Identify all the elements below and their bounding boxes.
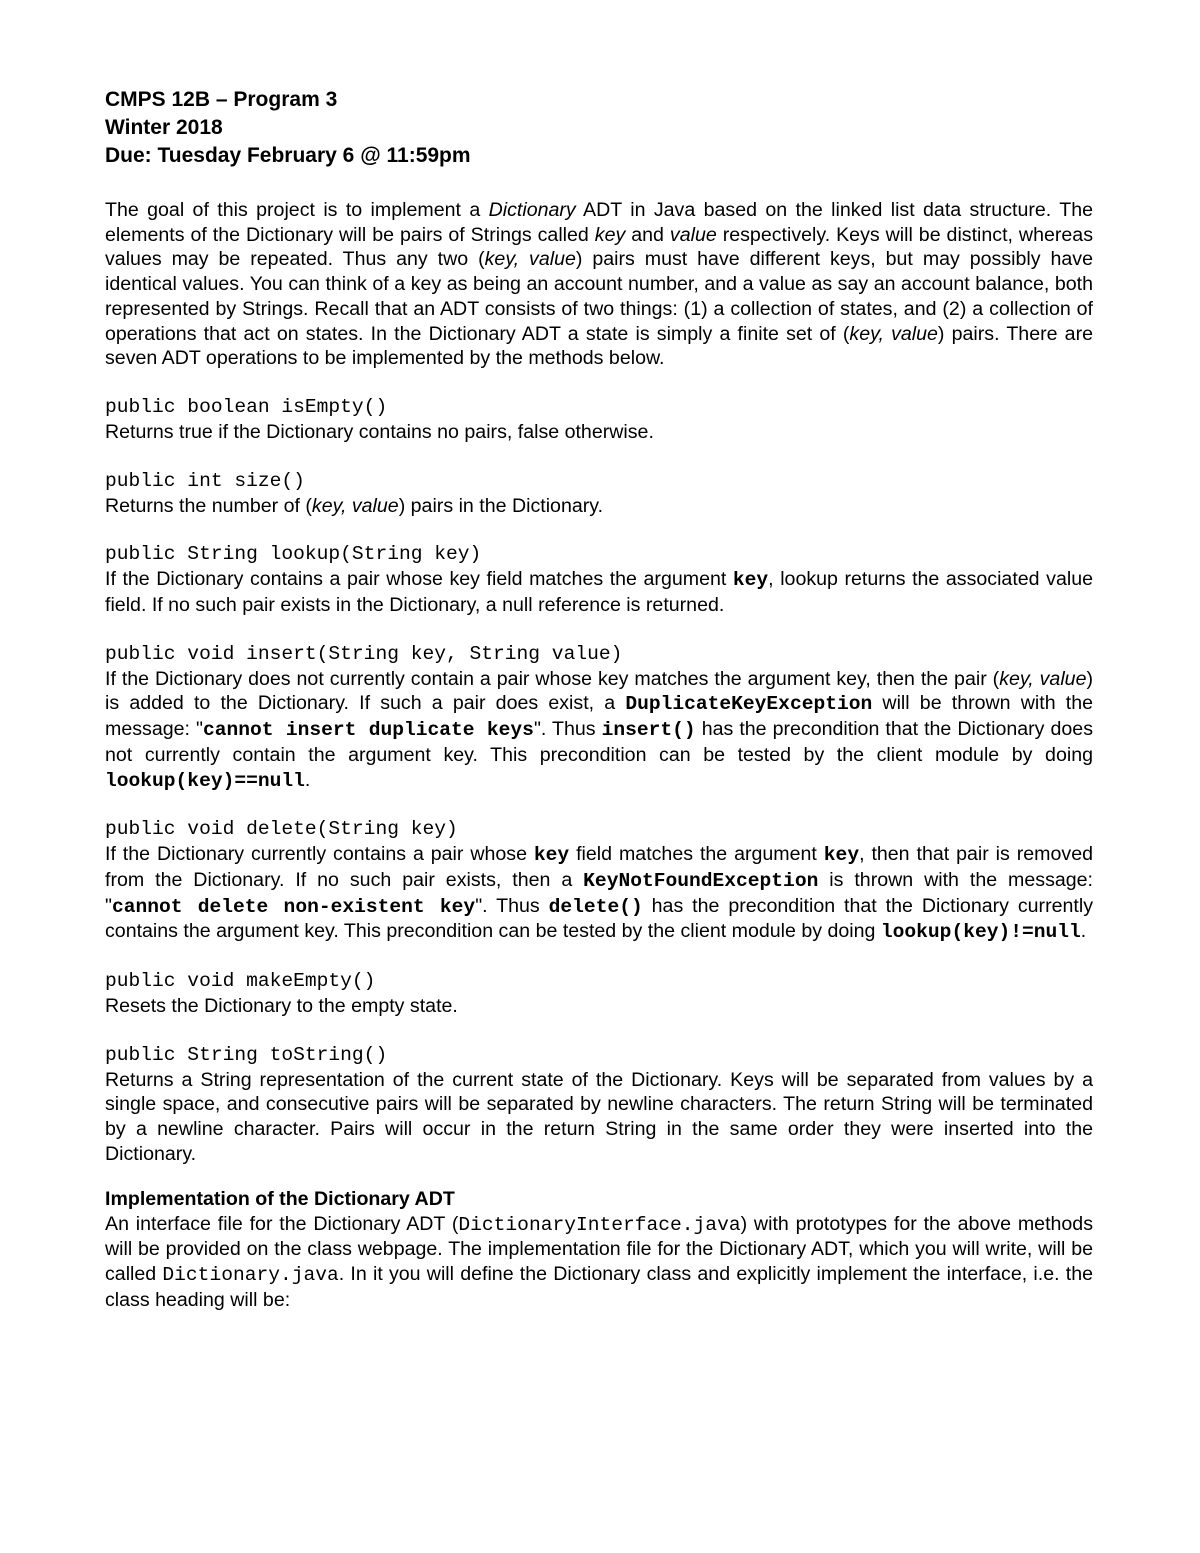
- intro-italic: Dictionary: [488, 199, 576, 221]
- method-signature-lookup: public String lookup(String key): [105, 543, 482, 566]
- intro-text: ) pairs must have different keys, but may possibly have identical values. You can think of a key as being an account number, and a value as say an account balance, both represented by Strings. Recall that an ADT consists of two things: (1) a collection of states, and (2) a collection of operations that act on states. In the Dictionary ADT a state is simply a finite set of (: [105, 248, 1093, 345]
- desc-text: Returns the number of (: [105, 494, 312, 517]
- method-description-lookup: [105, 567, 1093, 617]
- code-snippet: delete(): [548, 895, 643, 918]
- code-snippet: insert(): [601, 719, 696, 742]
- code-snippet: cannot delete non-existent key: [111, 895, 476, 918]
- intro-text: The goal of this project is to implement a: [105, 199, 489, 221]
- desc-text: .: [304, 768, 311, 791]
- code-snippet: DuplicateKeyException: [625, 693, 873, 716]
- desc-text: ) pairs in the Dictionary.: [398, 494, 604, 517]
- code-snippet: key: [823, 844, 860, 867]
- code-snippet: lookup(key)!=null: [880, 921, 1081, 944]
- term: Winter 2018: [105, 116, 223, 139]
- intro-italic: value: [669, 223, 717, 246]
- document-page: [105, 86, 1093, 1312]
- method-signature-size: public int size(): [105, 469, 305, 492]
- code-snippet: DictionaryInterface.java: [458, 1213, 741, 1236]
- method-description-insert: [105, 667, 1093, 794]
- desc-text: is thrown with the message: ": [105, 868, 1094, 917]
- method-description-delete: [105, 842, 1093, 945]
- desc-text: If the Dictionary contains a pair whose key field matches the argument: [105, 568, 733, 591]
- intro-text: respectively. Keys will be distinct, whereas values may be repeated. Thus any two (: [105, 223, 1093, 271]
- desc-text: has the precondition that the Dictionary does not currently contain the argument key. This precondition can be tested by the client module by doing: [105, 718, 1093, 766]
- code-snippet: cannot insert duplicate keys: [202, 719, 534, 742]
- intro-text: ADT in Java based on the linked list data structure. The elements of the Dictionary will be pairs of Strings called: [105, 199, 1093, 246]
- impl-text: ) with prototypes for the above methods will be provided on the class webpage. The implementation file for the Dictionary ADT, which you will write, will be called: [105, 1212, 1093, 1285]
- desc-text: will be thrown with the message: ": [105, 692, 1093, 741]
- desc-italic: key, value: [999, 667, 1087, 690]
- desc-text: field matches the argument: [569, 843, 824, 866]
- desc-text: ". Thus: [475, 894, 549, 917]
- intro-paragraph: [105, 198, 1093, 371]
- impl-text: . In it you will define the Dictionary class and explicitly implement the interface, i.e. the class heading will be:: [105, 1262, 1093, 1311]
- course-title: CMPS 12B – Program 3: [105, 88, 338, 111]
- impl-text: An interface file for the Dictionary ADT (: [105, 1212, 459, 1235]
- desc-text: If the Dictionary does not currently contain a pair whose key matches the argument key, then the pair (: [105, 667, 1000, 690]
- method-signature-delete: public void delete(String key): [105, 818, 458, 841]
- desc-text: , then that pair is removed from the Dictionary. If no such pair exists, then a: [105, 843, 1093, 891]
- method-signature-insert: public void insert(String key, String value): [105, 642, 623, 665]
- due-date: Due: Tuesday February 6 @ 11:59pm: [105, 144, 471, 167]
- method-description-size: [105, 494, 1093, 519]
- code-snippet: KeyNotFoundException: [583, 869, 819, 892]
- intro-text: and: [625, 223, 670, 246]
- desc-text: has the precondition that the Dictionary currently contains the argument key. This precondition can be tested by the client module by doing: [105, 894, 1093, 943]
- desc-text: ". Thus: [533, 718, 602, 741]
- desc-italic: key, value: [311, 494, 399, 517]
- implementation-paragraph: [105, 1212, 1093, 1313]
- section-heading-implementation: Implementation of the Dictionary ADT: [105, 1187, 455, 1210]
- desc-text: If the Dictionary currently contains a pair whose: [105, 843, 534, 866]
- code-snippet: key: [533, 844, 570, 867]
- desc-text: , lookup returns the associated value field. If no such pair exists in the Dictionary, a null reference is returned.: [105, 568, 1093, 617]
- method-description-isempty: Returns true if the Dictionary contains no pairs, false otherwise.: [105, 420, 654, 443]
- code-snippet: Dictionary.java: [162, 1263, 339, 1286]
- method-signature-isempty: public boolean isEmpty(): [105, 395, 388, 418]
- code-snippet: lookup(key)==null: [105, 769, 305, 792]
- desc-text: ) is added to the Dictionary. If such a pair does exist, a: [105, 667, 1094, 715]
- method-signature-makeempty: public void makeEmpty(): [105, 970, 376, 993]
- intro-italic: key, value: [849, 322, 938, 345]
- intro-italic: key, value: [484, 248, 576, 271]
- code-snippet: key: [732, 569, 769, 592]
- method-description-makeempty: Resets the Dictionary to the empty state.: [105, 995, 458, 1018]
- desc-text: .: [1080, 920, 1087, 943]
- intro-italic: key: [594, 223, 626, 246]
- intro-text: ) pairs. There are seven ADT operations to be implemented by the methods below.: [105, 322, 1094, 370]
- method-signature-tostring: public String toString(): [105, 1043, 388, 1066]
- method-description-tostring: Returns a String representation of the current state of the Dictionary. Keys will be separated from values by a single space, and consecutive pairs will be separated by newline characters. The return String will be terminated by a newline character. Pairs will occur in the return String in the same order they were inserted into the Dictionary.: [105, 1068, 1093, 1165]
